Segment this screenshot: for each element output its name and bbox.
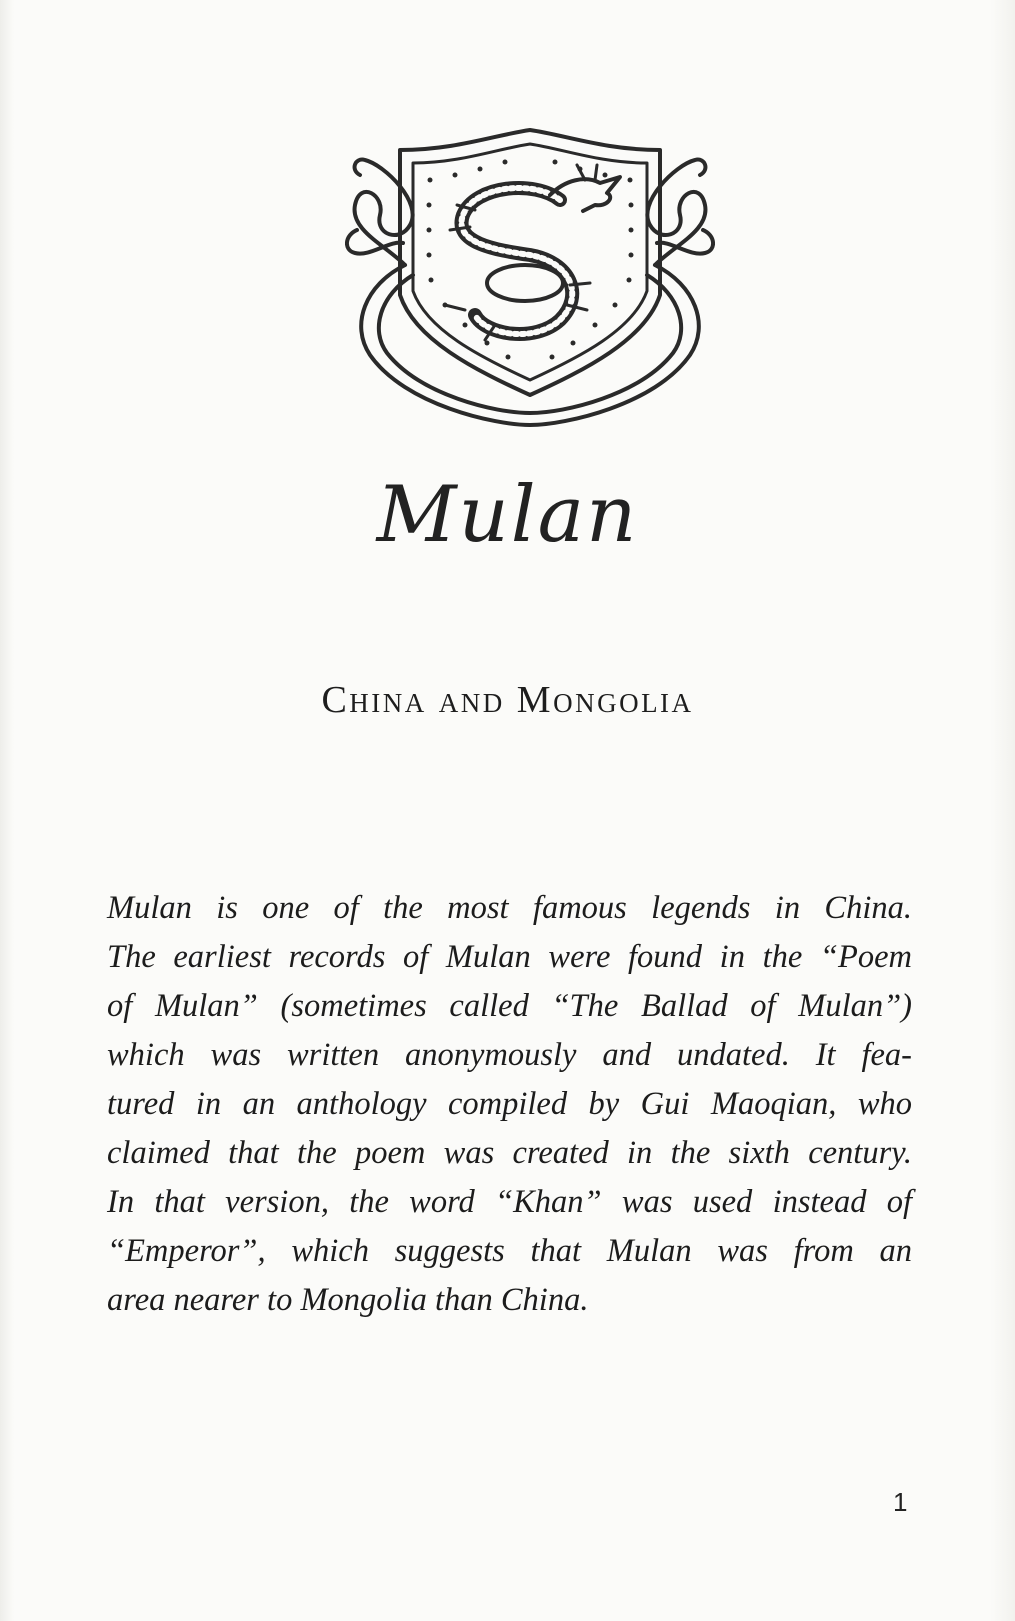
paragraph-line: claimed that the poem was created in the sixth century. xyxy=(107,1135,912,1171)
page-number: 1 xyxy=(893,1487,908,1517)
paragraph-line: The earliest records of Mulan were found in the “Poem xyxy=(107,939,912,975)
paragraph-line: area nearer to Mongolia than China. xyxy=(107,1282,589,1318)
body-paragraph xyxy=(107,884,912,1325)
paragraph-line: which was written anonymously and undated. It fea- xyxy=(107,1037,912,1073)
chapter-title: Mulan xyxy=(376,470,639,560)
paragraph-line: tured in an anthology compiled by Gui Maoqian, who xyxy=(107,1086,912,1122)
dragon-shield-crest-icon xyxy=(345,125,715,435)
chapter-subtitle: China and Mongolia xyxy=(321,679,694,721)
paragraph-line: “Emperor”, which suggests that Mulan was from an xyxy=(107,1233,912,1269)
paragraph-line: Mulan is one of the most famous legends in China. xyxy=(107,890,912,926)
paragraph-line: In that version, the word “Khan” was used instead of xyxy=(107,1184,912,1220)
paragraph-line: of Mulan” (sometimes called “The Ballad of Mulan”) xyxy=(107,988,912,1024)
